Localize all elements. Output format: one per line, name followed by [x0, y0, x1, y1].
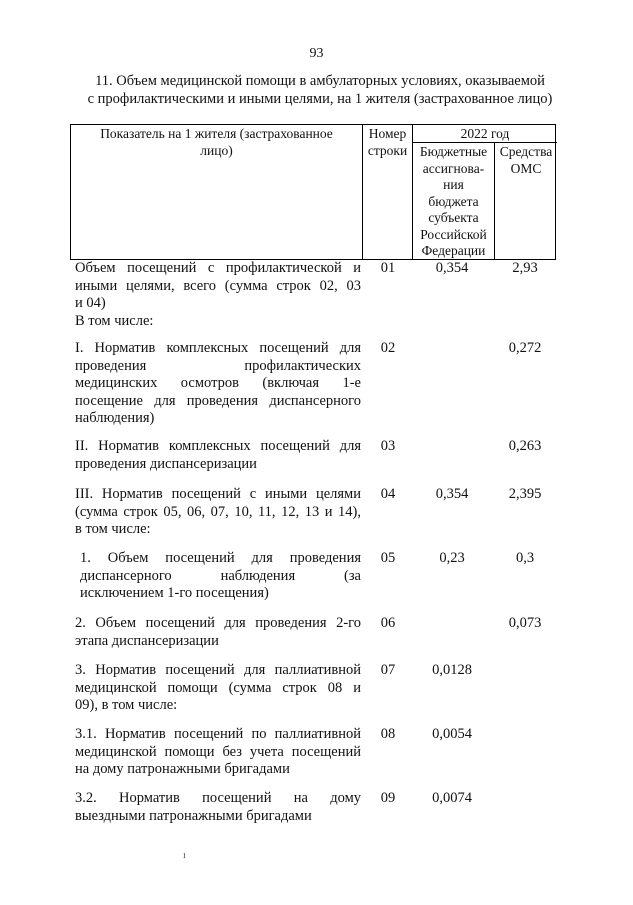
row-number: 02 [380, 340, 396, 356]
header-text: Показатель на 1 жителя (застрахованное [100, 126, 333, 141]
row-name-line: медицинской помощи без учета посещений [75, 743, 361, 760]
row-name-line: 3. Норматив посещений для паллиативной [75, 662, 361, 678]
row-number: 09 [380, 790, 396, 806]
row-name [75, 340, 361, 428]
header-text: Федерации [421, 243, 486, 258]
row-number: 07 [380, 662, 396, 678]
row-name-line: выездными патронажными бригадами [75, 807, 312, 824]
row-name-line: 3.1. Норматив посещений по паллиативной [75, 726, 361, 742]
row-name [80, 550, 361, 603]
row-name [75, 662, 361, 715]
title-line: 11. Объем медицинской помощи в амбулаторных условиях, оказываемой [95, 73, 545, 89]
row-name-line: 09), в том числе: [75, 697, 178, 713]
row-name-line: медицинских осмотров (включая 1-е [75, 375, 361, 391]
header-text: субъекта [428, 210, 479, 225]
header-text: Номер [368, 126, 407, 141]
row-name-line: иными целями, всего (сумма строк 02, 03 [75, 277, 361, 294]
header-indicator [73, 126, 360, 159]
row-name [75, 615, 361, 650]
scan-mark: ı [183, 850, 186, 861]
oms-value: 2,395 [508, 486, 542, 502]
row-name [75, 438, 361, 473]
header-text: лицо) [200, 142, 233, 158]
row-name-line: на дому патронажными бригадами [75, 761, 290, 777]
budget-value: 0,0074 [432, 790, 472, 806]
row-name-line: наблюдения) [75, 410, 155, 426]
row-name-line: 1. Объем посещений для проведения [80, 550, 361, 566]
row-name-line: III. Норматив посещений с иными целями [75, 486, 361, 502]
header-budget [413, 144, 494, 260]
row-name-line: исключением 1-го посещения) [80, 585, 269, 601]
oms-value: 0,073 [508, 615, 542, 631]
row-number: 05 [380, 550, 396, 566]
row-name-line: медицинской помощи (сумма строк 08 и [75, 679, 361, 696]
row-name-line: в том числе: [75, 521, 151, 537]
header-text: Средства [499, 144, 553, 159]
header-oms [495, 144, 557, 177]
budget-value: 0,354 [435, 486, 469, 502]
table-header [70, 124, 556, 260]
budget-value: 0,0054 [432, 726, 472, 742]
row-name [75, 260, 361, 330]
oms-value: 2,93 [512, 260, 538, 276]
row-name-line: 2. Объем посещений для проведения 2-го [75, 615, 361, 631]
header-text: Российской [420, 226, 487, 242]
row-number: 06 [380, 615, 396, 631]
row-name-line: I. Норматив комплексных посещений для [75, 340, 361, 356]
header-row-number [363, 126, 412, 159]
row-name-line: (сумма строк 05, 06, 07, 10, 11, 12, 13 и 14), [75, 503, 361, 520]
row-name-line: и 04) [75, 295, 106, 311]
row-number: 01 [380, 260, 396, 276]
row-name [75, 790, 361, 825]
header-text: ния [443, 177, 464, 192]
oms-value: 0,3 [515, 550, 535, 566]
row-name-line: этапа диспансеризации [75, 632, 219, 649]
header-text: ОМС [510, 160, 542, 176]
budget-value: 0,354 [435, 260, 469, 276]
row-name-line: проведения профилактических [75, 357, 361, 374]
row-number: 03 [380, 438, 396, 454]
row-name [75, 486, 361, 539]
row-name-line: В том числе: [75, 312, 154, 329]
row-name-line: II. Норматив комплексных посещений для [75, 438, 361, 454]
row-number: 08 [380, 726, 396, 742]
budget-value: 0,0128 [432, 662, 472, 678]
header-year: 2022 год [460, 126, 510, 141]
header-text: бюджета [428, 193, 479, 209]
row-name-line: проведения диспансеризации [75, 455, 257, 472]
row-name-line: Объем посещений с профилактической и [75, 260, 361, 276]
oms-value: 0,272 [508, 340, 542, 356]
row-name-line: посещение для проведения диспансерного [75, 392, 361, 409]
budget-value: 0,23 [439, 550, 465, 566]
row-name-line: 3.2. Норматив посещений на дому [75, 790, 361, 806]
header-text: Бюджетные [419, 144, 488, 159]
header-text: ассигнова- [422, 160, 485, 176]
oms-value: 0,263 [508, 438, 542, 454]
row-number: 04 [380, 486, 396, 502]
page-number: 93 [309, 46, 324, 61]
section-title [60, 72, 580, 108]
header-text: строки [367, 142, 408, 158]
row-name [75, 726, 361, 779]
row-name-line: диспансерного наблюдения (за [80, 567, 361, 584]
title-line: с профилактическими и иными целями, на 1 жителя (застрахованное лицо) [87, 91, 553, 107]
